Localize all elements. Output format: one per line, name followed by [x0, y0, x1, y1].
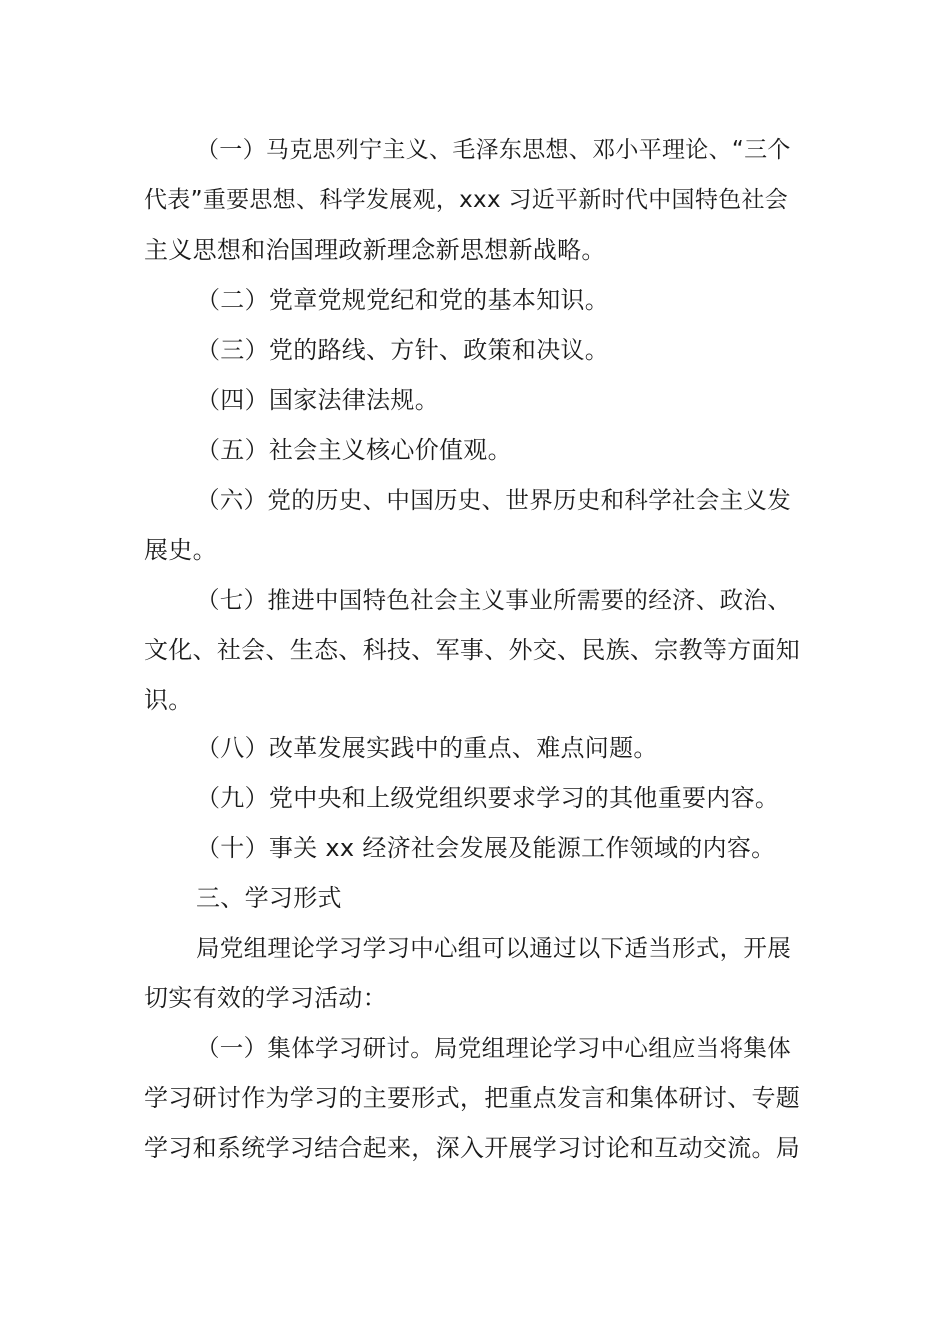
text-line: （九）党中央和上级党组织要求学习的其他重要内容。: [196, 784, 780, 812]
text-line: （六）党的历史、中国历史、世界历史和科学社会主义发: [196, 486, 791, 514]
section-heading: 三、学习形式: [196, 884, 342, 912]
text-line: （三）党的路线、方针、政策和决议。: [196, 336, 610, 364]
text-line: （一）集体学习研讨。局党组理论学习中心组应当将集体: [196, 1034, 791, 1062]
text-line: （七）推进中国特色社会主义事业所需要的经济、政治、: [196, 586, 791, 614]
text-line: 文化、社会、生态、科技、军事、外交、民族、宗教等方面知: [144, 636, 801, 664]
text-line: 切实有效的学习活动：: [144, 984, 387, 1012]
text-line: 识。: [144, 686, 193, 714]
text-line: （十）事关 xx 经济社会发展及能源工作领域的内容。: [196, 834, 776, 862]
text-line: （四）国家法律法规。: [196, 386, 439, 414]
text-line: （二）党章党规党纪和党的基本知识。: [196, 286, 610, 314]
text-line: （八）改革发展实践中的重点、难点问题。: [196, 734, 658, 762]
text-line: 局党组理论学习学习中心组可以通过以下适当形式，开展: [196, 934, 791, 962]
text-line: （五）社会主义核心价值观。: [196, 436, 512, 464]
text-line: 主义思想和治国理政新理念新思想新战略。: [144, 236, 606, 264]
text-line: 学习研讨作为学习的主要形式，把重点发言和集体研讨、专题: [144, 1084, 801, 1112]
text-line: 代表”重要思想、科学发展观，xxx 习近平新时代中国特色社会: [144, 187, 789, 213]
text-line: （一）马克思列宁主义、毛泽东思想、邓小平理论、“三个: [196, 137, 791, 163]
text-line: 展史。: [144, 536, 217, 564]
text-line: 学习和系统学习结合起来，深入开展学习讨论和互动交流。局: [144, 1134, 801, 1162]
